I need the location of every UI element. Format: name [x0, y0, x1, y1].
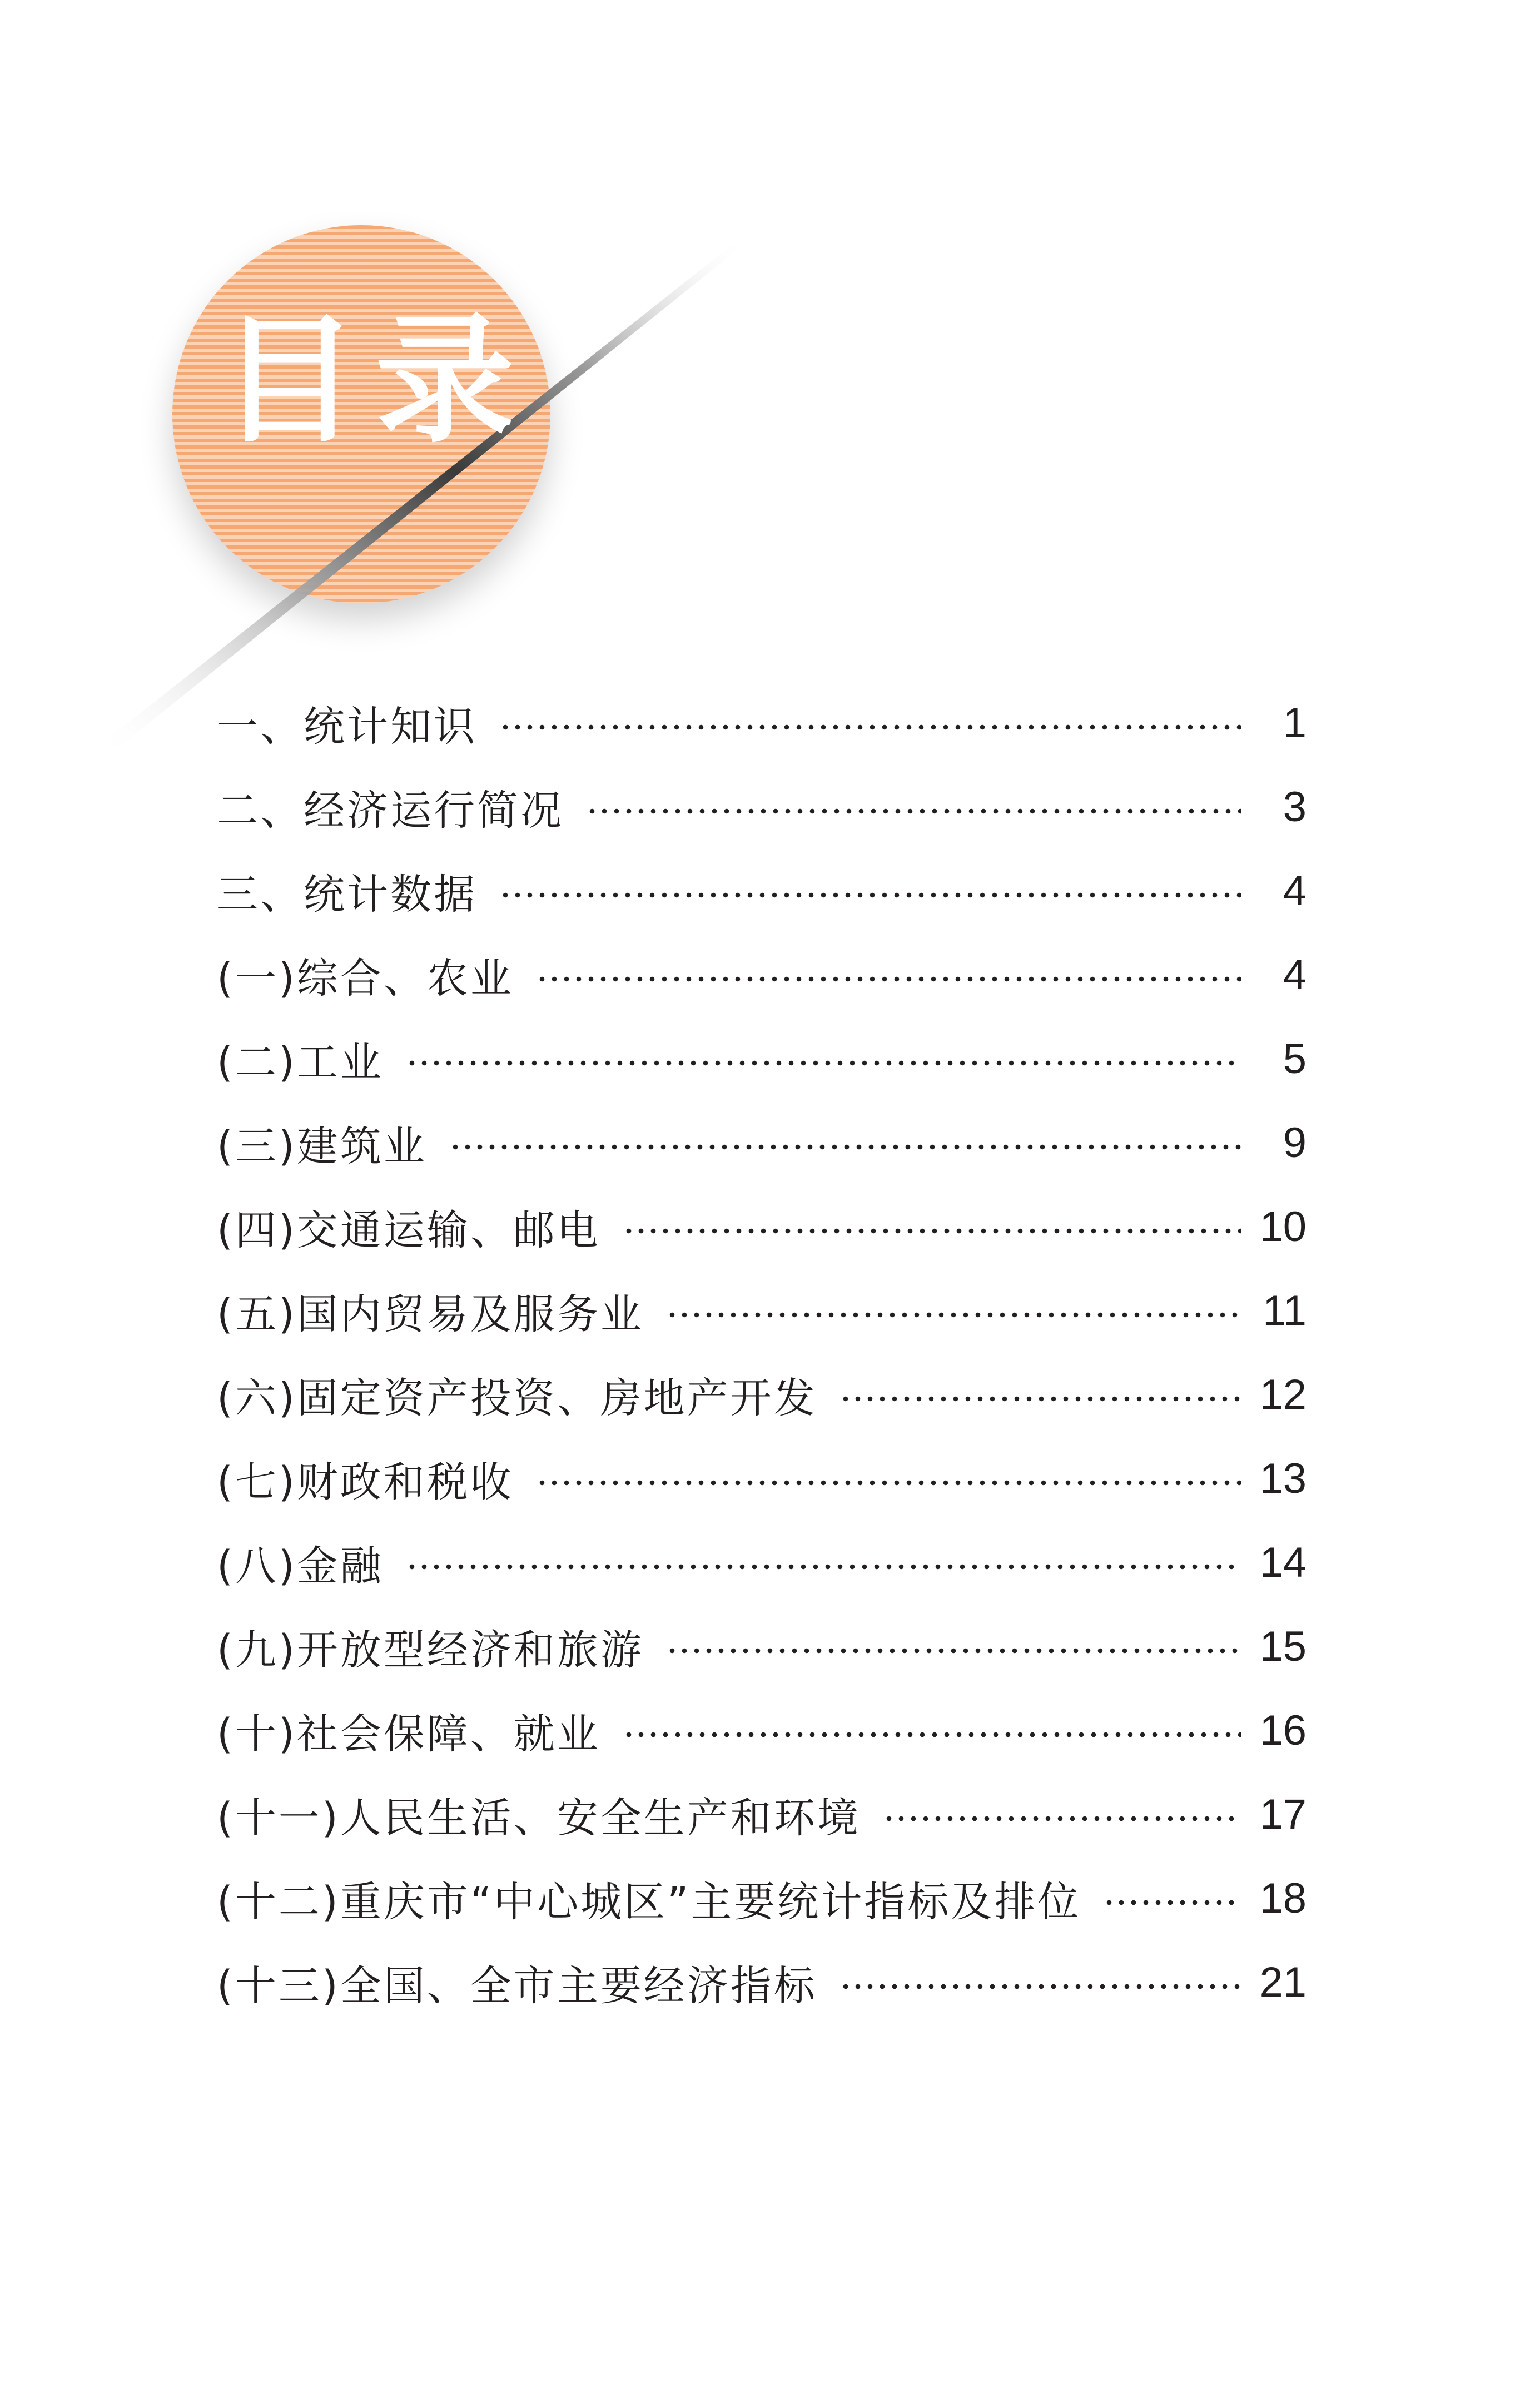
toc-dot-leader	[406, 1563, 1241, 1570]
toc-entry-label: (十二)重庆市“中心城区”主要统计指标及排位	[217, 1878, 1081, 1926]
toc-entry-label: (十一)人民生活、安全生产和环境	[217, 1794, 861, 1842]
toc-entry[interactable]	[217, 1940, 1307, 2024]
toc-entry-label: 一、统计知识	[217, 702, 477, 751]
toc-entry[interactable]	[217, 1856, 1307, 1940]
toc-entry-label: (八)金融	[217, 1542, 384, 1590]
toc-dot-leader	[883, 1815, 1241, 1822]
toc-page-number: 4	[1283, 951, 1307, 999]
toc-dot-leader	[536, 1479, 1241, 1486]
toc-dot-leader	[499, 892, 1241, 898]
toc-entry[interactable]	[217, 1017, 1307, 1101]
toc-entry-label: (七)财政和税收	[217, 1458, 514, 1506]
toc-dot-leader	[1103, 1899, 1241, 1906]
toc-page-number: 11	[1263, 1287, 1307, 1334]
toc-entry-label: (十)社会保障、就业	[217, 1710, 600, 1758]
toc-dot-leader	[499, 724, 1241, 731]
toc-page-number: 18	[1259, 1875, 1307, 1922]
toc-dot-leader	[536, 976, 1241, 982]
toc-dot-leader	[666, 1647, 1241, 1654]
toc-page-number: 16	[1259, 1707, 1307, 1754]
toc-entry[interactable]	[217, 765, 1307, 849]
toc-entry[interactable]	[217, 1269, 1307, 1353]
toc-entry-label: (四)交通运输、邮电	[217, 1206, 600, 1254]
toc-entry-label: (三)建筑业	[217, 1122, 427, 1170]
toc-page-number: 1	[1283, 699, 1307, 747]
toc-dot-leader	[840, 1396, 1241, 1402]
toc-entry[interactable]	[217, 1437, 1307, 1521]
toc-entry[interactable]	[217, 933, 1307, 1017]
toc-page-number: 3	[1283, 783, 1307, 831]
toc-entry-label: (一)综合、农业	[217, 954, 514, 1002]
toc-page-number: 15	[1259, 1623, 1307, 1670]
toc-entry[interactable]	[217, 849, 1307, 933]
toc-entry-label: (九)开放型经济和旅游	[217, 1626, 644, 1674]
toc-dot-leader	[666, 1312, 1241, 1318]
toc-dot-leader	[840, 1983, 1241, 1990]
page-title: 目录	[220, 300, 531, 461]
toc-dot-leader	[449, 1144, 1241, 1150]
toc-page-number: 10	[1259, 1203, 1307, 1250]
toc-page-number: 4	[1283, 867, 1307, 915]
toc-entry-label: 三、统计数据	[217, 870, 477, 918]
toc-entry[interactable]	[217, 1689, 1307, 1773]
toc-dot-leader	[623, 1731, 1241, 1738]
toc-entry[interactable]	[217, 1185, 1307, 1269]
toc-entry-label: (五)国内贸易及服务业	[217, 1290, 644, 1338]
toc-entry[interactable]	[217, 1101, 1307, 1185]
toc-entry[interactable]	[217, 1773, 1307, 1856]
toc-page-number: 12	[1259, 1371, 1307, 1418]
toc-entry-label: 二、经济运行简况	[217, 786, 564, 835]
table-of-contents	[217, 681, 1307, 2024]
toc-page-number: 17	[1259, 1791, 1307, 1838]
toc-page-number: 13	[1259, 1455, 1307, 1502]
toc-page-number: 21	[1259, 1959, 1307, 2006]
toc-page-number: 5	[1283, 1035, 1307, 1083]
toc-dot-leader	[586, 808, 1241, 815]
toc-entry[interactable]	[217, 1605, 1307, 1689]
toc-entry[interactable]	[217, 681, 1307, 765]
toc-dot-leader	[406, 1060, 1241, 1066]
toc-entry[interactable]	[217, 1521, 1307, 1605]
toc-entry-label: (十三)全国、全市主要经济指标	[217, 1962, 817, 2010]
toc-page-number: 14	[1259, 1539, 1307, 1586]
toc-entry-label: (六)固定资产投资、房地产开发	[217, 1374, 817, 1422]
toc-page-number: 9	[1283, 1119, 1307, 1166]
toc-dot-leader	[623, 1228, 1241, 1234]
toc-entry-label: (二)工业	[217, 1038, 384, 1086]
toc-entry[interactable]	[217, 1353, 1307, 1437]
